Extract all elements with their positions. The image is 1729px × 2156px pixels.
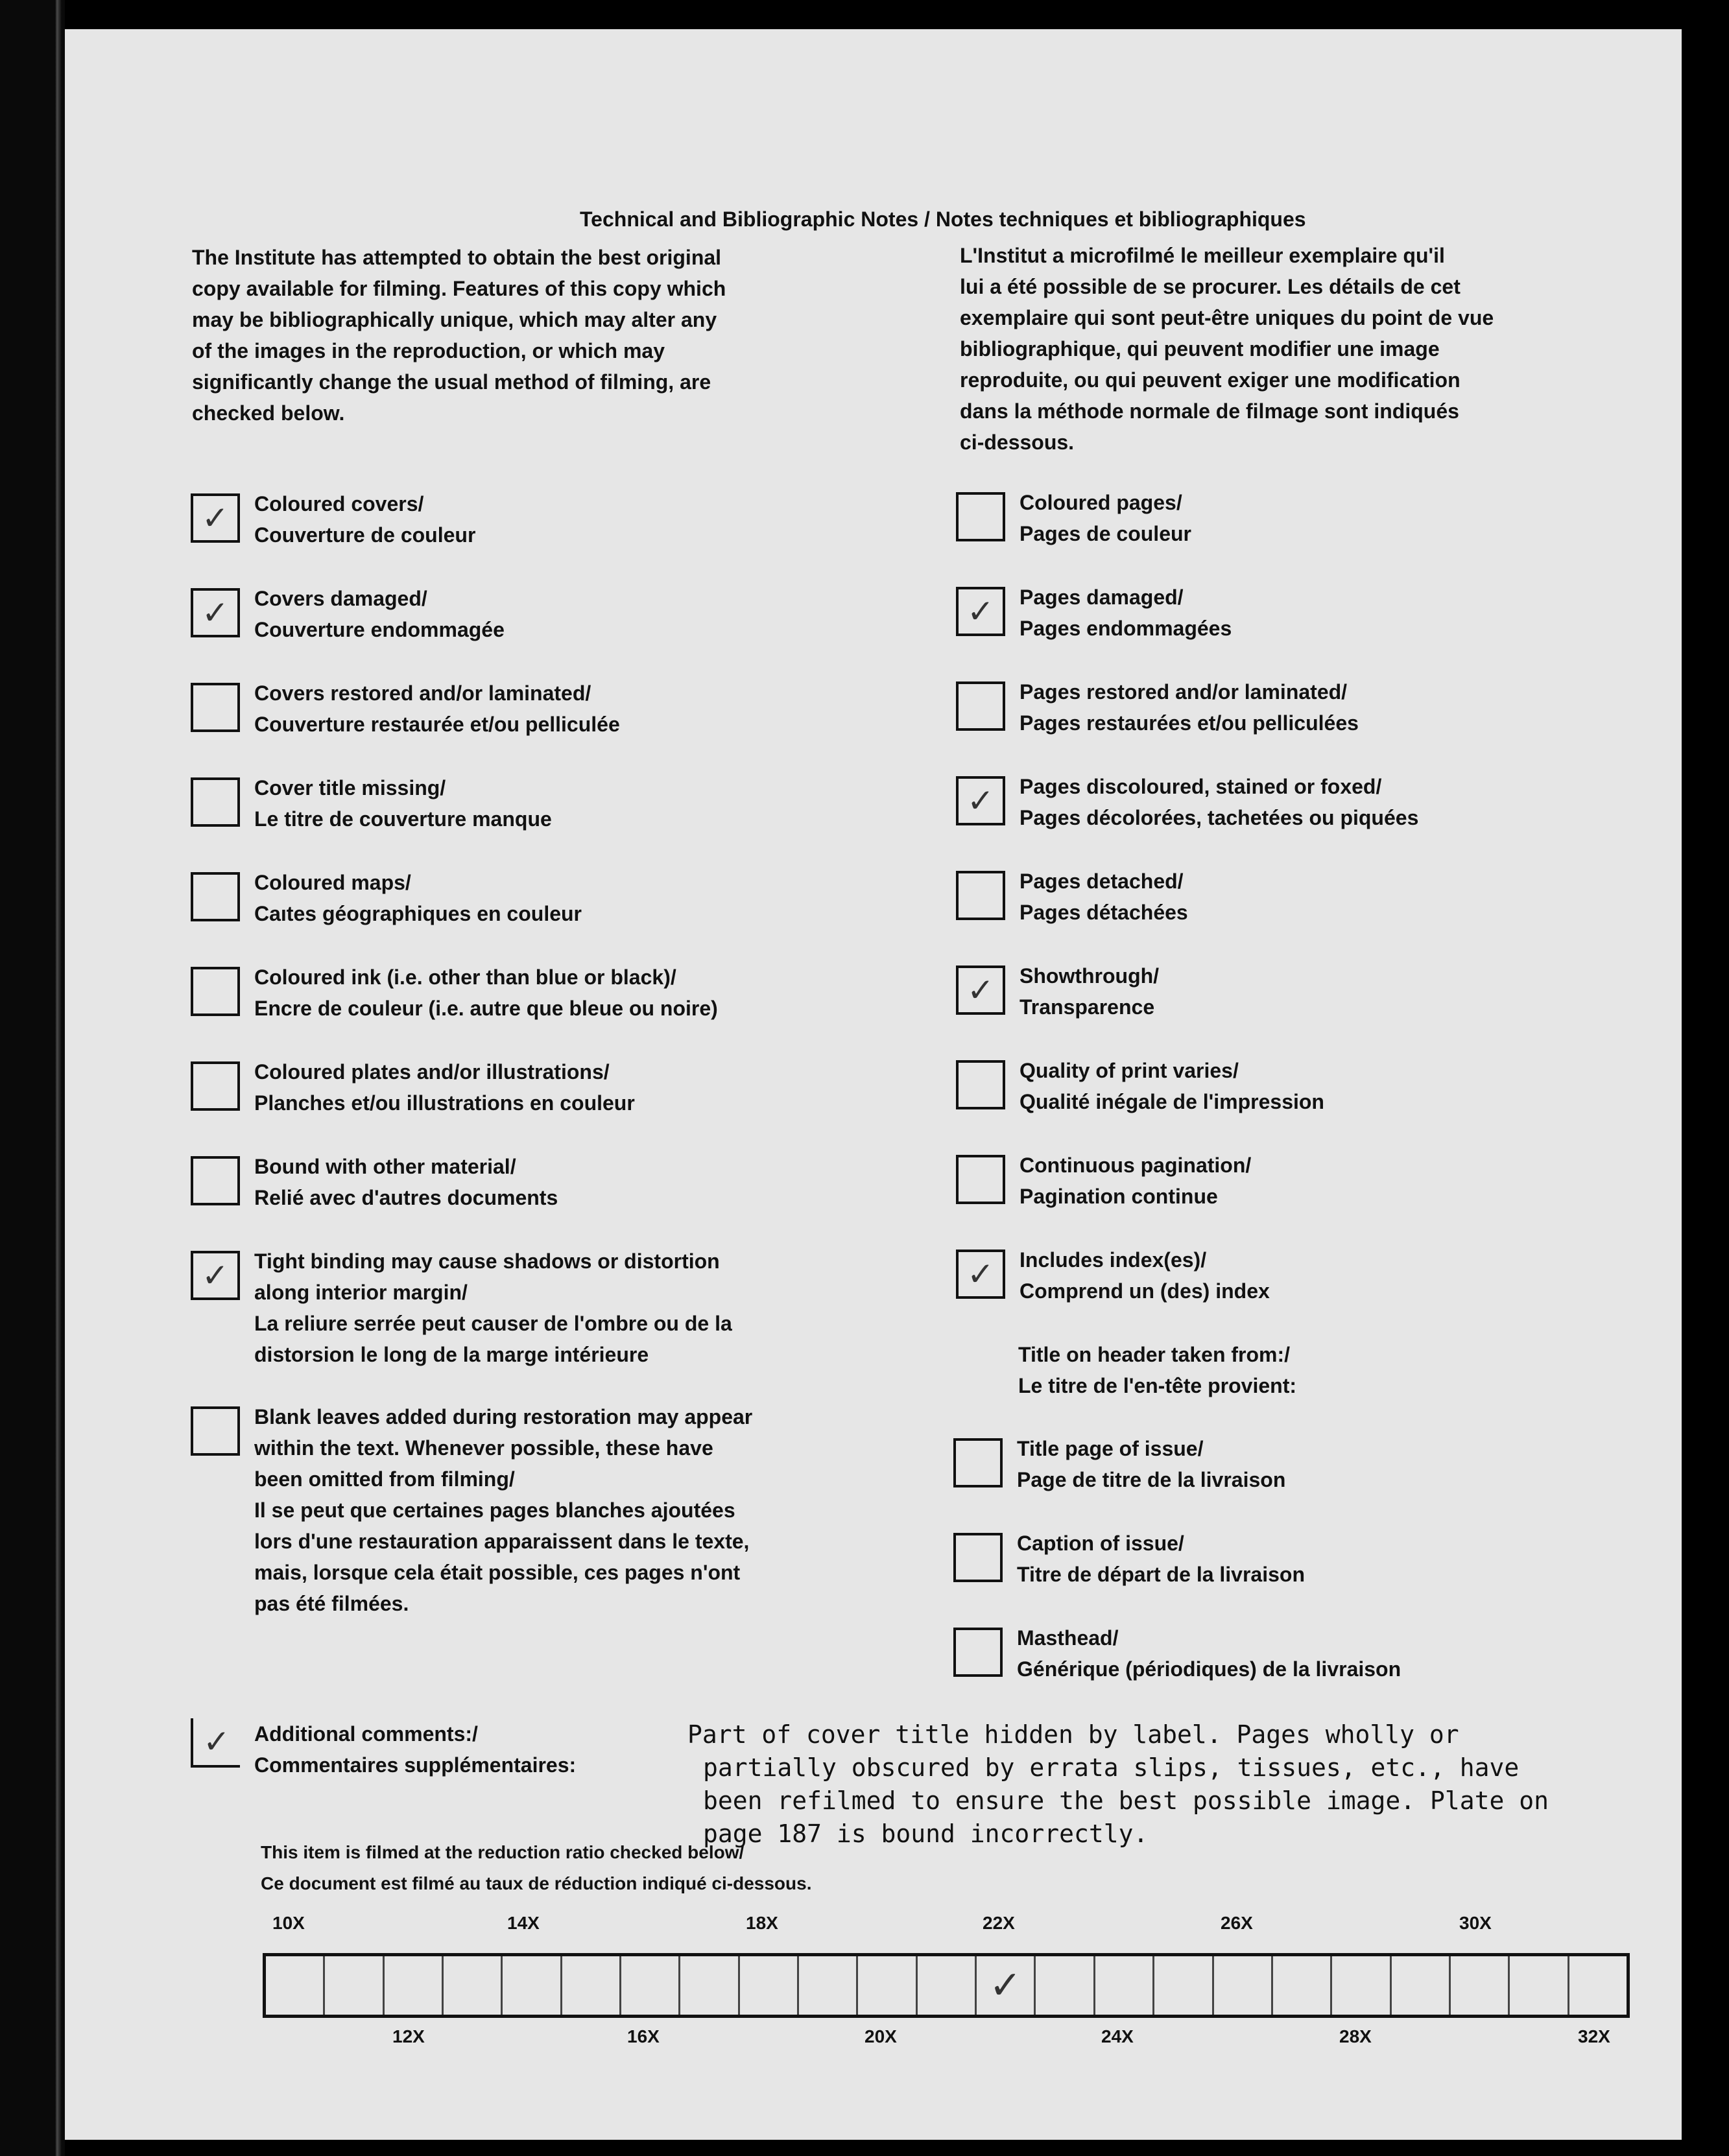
checkbox[interactable] xyxy=(953,1533,1003,1582)
checkbox[interactable] xyxy=(191,1251,240,1300)
checklist-label xyxy=(254,583,505,645)
checkbox[interactable] xyxy=(191,872,240,921)
checkbox[interactable] xyxy=(956,871,1005,920)
label-line: Transparence xyxy=(1020,995,1155,1019)
scale-cell[interactable] xyxy=(1392,1956,1451,2015)
checkbox[interactable] xyxy=(191,588,240,637)
scale-cell[interactable] xyxy=(1154,1956,1213,2015)
checkbox[interactable] xyxy=(191,1718,240,1768)
label-line: Commentaires supplémentaires: xyxy=(254,1753,577,1777)
checklist-label xyxy=(1017,1433,1285,1495)
scale-cell[interactable] xyxy=(503,1956,562,2015)
checklist-label xyxy=(254,772,552,835)
checklist-label xyxy=(254,1246,732,1370)
comment-line: Part of cover title hidden by label. Pages wholly or xyxy=(687,1720,1459,1749)
intro-line: copy available for filming. Features of this copy which xyxy=(192,277,726,300)
label-line: Pages endommagées xyxy=(1020,617,1232,640)
handwritten-comment xyxy=(687,1718,1549,1851)
label-line: Covers damaged/ xyxy=(254,587,427,610)
scale-tick-label: 18X xyxy=(746,1913,778,1933)
label-line: lors d'une restauration apparaissent dans le texte, xyxy=(254,1530,750,1553)
label-line: Pages restaurées et/ou pelliculées xyxy=(1020,711,1359,735)
scale-cell[interactable] xyxy=(444,1956,503,2015)
scale-cell[interactable] xyxy=(385,1956,444,2015)
label-line: Comprend un (des) index xyxy=(1020,1279,1270,1303)
scale-cell[interactable] xyxy=(918,1956,977,2015)
scale-cell[interactable] xyxy=(1095,1956,1154,2015)
book-spine-edge xyxy=(0,0,65,2156)
scale-cell[interactable] xyxy=(1569,1956,1627,2015)
label-line: Cover title missing/ xyxy=(254,776,446,800)
label-line: Coloured pages/ xyxy=(1020,491,1182,514)
scale-cell[interactable] xyxy=(325,1956,384,2015)
label-line: Caıtes géographiques en couleur xyxy=(254,902,582,925)
checklist-label xyxy=(1017,1528,1305,1590)
label-line: Caption of issue/ xyxy=(1017,1532,1184,1555)
label-line: Pages discoloured, stained or foxed/ xyxy=(1020,775,1382,798)
checklist-label xyxy=(254,1056,635,1119)
scale-tick-label: 10X xyxy=(272,1913,305,1933)
scale-cell[interactable] xyxy=(740,1956,799,2015)
intro-line: of the images in the reproduction, or which may xyxy=(192,339,665,362)
intro-line: L'Institut a microfilmé le meilleur exemplaire qu'il xyxy=(960,244,1445,267)
label-line: along interior margin/ xyxy=(254,1281,468,1304)
label-line: Title page of issue/ xyxy=(1017,1437,1204,1460)
checklist-label xyxy=(1020,487,1191,549)
intro-line: significantly change the usual method of filming, are xyxy=(192,370,711,394)
document-page xyxy=(65,29,1682,2140)
label-line: Covers restored and/or laminated/ xyxy=(254,681,591,705)
scale-cell[interactable] xyxy=(562,1956,621,2015)
check-mark-icon: ✓ xyxy=(203,1723,230,1760)
check-mark-icon: ✓ xyxy=(989,1963,1022,2008)
label-line: Pages restored and/or laminated/ xyxy=(1020,680,1348,704)
header-title-line: Title on header taken from:/ xyxy=(1018,1343,1291,1366)
checklist-label xyxy=(1020,1055,1324,1117)
scale-cell[interactable] xyxy=(1451,1956,1510,2015)
label-line: Qualité inégale de l'impression xyxy=(1020,1090,1324,1113)
checklist-label xyxy=(1020,866,1188,928)
label-line: Pages detached/ xyxy=(1020,870,1184,893)
checkbox[interactable] xyxy=(953,1438,1003,1487)
intro-line: bibliographique, qui peuvent modifier une image xyxy=(960,337,1440,361)
checkbox[interactable] xyxy=(956,587,1005,636)
label-line: Planches et/ou illustrations en couleur xyxy=(254,1091,635,1115)
checklist-label xyxy=(1020,771,1418,833)
checklist-label xyxy=(254,962,718,1024)
checkbox[interactable] xyxy=(956,1155,1005,1204)
check-mark-icon: ✓ xyxy=(202,499,229,537)
label-line: Il se peut que certaines pages blanches ajoutées xyxy=(254,1499,735,1522)
label-line: Includes index(es)/ xyxy=(1020,1248,1207,1272)
label-line: Couverture restaurée et/ou pelliculée xyxy=(254,713,620,736)
label-line: Encre de couleur (i.e. autre que bleue ou noire) xyxy=(254,997,718,1020)
label-line: Tight binding may cause shadows or distortion xyxy=(254,1250,720,1273)
scale-cell[interactable] xyxy=(266,1956,325,2015)
scale-cell[interactable] xyxy=(977,1956,1036,2015)
check-mark-icon: ✓ xyxy=(967,1255,994,1293)
intro-english xyxy=(192,242,726,429)
intro-line: The Institute has attempted to obtain the best original xyxy=(192,246,722,269)
comment-line: page 187 is bound incorrectly. xyxy=(703,1819,1149,1848)
label-line: Continuous pagination/ xyxy=(1020,1154,1252,1177)
check-mark-icon: ✓ xyxy=(967,971,994,1009)
checkbox[interactable] xyxy=(191,1406,240,1456)
checklist-label xyxy=(1020,960,1159,1023)
checkbox[interactable] xyxy=(191,1156,240,1205)
scale-tick-label: 30X xyxy=(1459,1913,1492,1933)
intro-line: lui a été possible de se procurer. Les détails de cet xyxy=(960,275,1461,298)
comment-line: been refilmed to ensure the best possible image. Plate on xyxy=(703,1786,1549,1815)
scale-tick-label: 28X xyxy=(1339,2026,1372,2046)
intro-line: dans la méthode normale de filmage sont indiqués xyxy=(960,399,1459,423)
check-mark-icon: ✓ xyxy=(202,1257,229,1294)
checkbox[interactable] xyxy=(191,1061,240,1111)
label-line: La reliure serrée peut causer de l'ombre ou de la xyxy=(254,1312,732,1335)
scale-cell[interactable] xyxy=(1036,1956,1095,2015)
scale-tick-label: 20X xyxy=(864,2026,897,2046)
label-line: within the text. Whenever possible, these have xyxy=(254,1436,713,1460)
scale-tick-label: 24X xyxy=(1101,2026,1134,2046)
additional-comments-label xyxy=(254,1718,576,1781)
label-line: Pages damaged/ xyxy=(1020,586,1184,609)
scale-cell[interactable] xyxy=(621,1956,680,2015)
checkbox[interactable] xyxy=(956,965,1005,1015)
intro-line: ci-dessous. xyxy=(960,431,1075,454)
label-line: Le titre de couverture manque xyxy=(254,807,552,831)
intro-line: exemplaire qui sont peut-être uniques du point de vue xyxy=(960,306,1494,329)
intro-french xyxy=(960,240,1494,458)
scale-tick-label: 16X xyxy=(627,2026,660,2046)
checkbox[interactable] xyxy=(191,967,240,1016)
label-line: Page de titre de la livraison xyxy=(1017,1468,1286,1491)
scale-cell[interactable] xyxy=(858,1956,917,2015)
comment-line: partially obscured by errata slips, tissues, etc., have xyxy=(703,1753,1520,1782)
label-line: Pages détachées xyxy=(1020,901,1188,924)
label-line: Coloured plates and/or illustrations/ xyxy=(254,1060,610,1084)
checkbox[interactable] xyxy=(953,1628,1003,1677)
scale-tick-label: 26X xyxy=(1221,1913,1253,1933)
scale-tick-label: 22X xyxy=(983,1913,1015,1933)
intro-line: may be bibliographically unique, which may alter any xyxy=(192,308,717,331)
scale-tick-label: 32X xyxy=(1578,2026,1610,2046)
label-line: Relié avec d'autres documents xyxy=(254,1186,558,1209)
label-line: Quality of print varies/ xyxy=(1020,1059,1239,1082)
checkbox[interactable] xyxy=(191,493,240,543)
label-line: Pagination continue xyxy=(1020,1185,1218,1208)
label-line: Couverture de couleur xyxy=(254,523,476,547)
checkbox[interactable] xyxy=(956,776,1005,825)
label-line: Couverture endommagée xyxy=(254,618,505,641)
scale-cell[interactable] xyxy=(1273,1956,1332,2015)
checklist-label xyxy=(1020,1150,1251,1212)
label-line: Showthrough/ xyxy=(1020,964,1160,988)
label-line: Pages décolorées, tachetées ou piquées xyxy=(1020,806,1419,829)
checklist-label xyxy=(1020,582,1232,644)
label-line: Générique (périodiques) de la livraison xyxy=(1017,1657,1401,1681)
page-title: Technical and Bibliographic Notes / Notes techniques et bibliographiques xyxy=(580,207,1306,231)
reduction-scale xyxy=(263,1953,1630,2018)
checkbox[interactable] xyxy=(956,1250,1005,1299)
scale-tick-label: 14X xyxy=(507,1913,540,1933)
check-mark-icon: ✓ xyxy=(967,782,994,820)
label-line: Bound with other material/ xyxy=(254,1155,516,1178)
checklist-label xyxy=(1020,676,1359,739)
checkbox[interactable] xyxy=(956,681,1005,731)
label-line: Coloured covers/ xyxy=(254,492,424,515)
ratio-line: Ce document est filmé au taux de réduction indiqué ci-dessous. xyxy=(261,1873,812,1893)
checklist-label xyxy=(1020,1244,1270,1307)
reduction-ratio-note xyxy=(261,1837,812,1899)
checkbox[interactable] xyxy=(956,1060,1005,1109)
check-mark-icon: ✓ xyxy=(202,594,229,632)
label-line: Pages de couleur xyxy=(1020,522,1191,545)
checklist-label xyxy=(254,867,582,929)
label-line: Titre de départ de la livraison xyxy=(1017,1563,1305,1586)
checkbox[interactable] xyxy=(191,777,240,827)
label-line: distorsion le long de la marge intérieure xyxy=(254,1343,649,1366)
intro-line: reproduite, ou qui peuvent exiger une modification xyxy=(960,368,1461,392)
header-title-note xyxy=(1018,1339,1296,1401)
checklist-label xyxy=(254,488,475,551)
label-line: Blank leaves added during restoration may appear xyxy=(254,1405,753,1428)
scale-tick-label: 12X xyxy=(392,2026,425,2046)
scale-cell[interactable] xyxy=(1332,1956,1391,2015)
scale-cell[interactable] xyxy=(680,1956,739,2015)
label-line: Masthead/ xyxy=(1017,1626,1119,1650)
checklist-label xyxy=(254,678,620,740)
label-line: pas été filmées. xyxy=(254,1592,409,1615)
ratio-line: This item is filmed at the reduction ratio checked below/ xyxy=(261,1842,745,1862)
label-line: Coloured maps/ xyxy=(254,871,411,894)
scale-cell[interactable] xyxy=(799,1956,858,2015)
checkbox[interactable] xyxy=(956,492,1005,541)
header-title-line: Le titre de l'en-tête provient: xyxy=(1018,1374,1296,1397)
checklist-label xyxy=(1017,1622,1401,1685)
intro-line: checked below. xyxy=(192,401,345,425)
label-line: mais, lorsque cela était possible, ces pages n'ont xyxy=(254,1561,741,1584)
check-mark-icon: ✓ xyxy=(967,593,994,630)
scale-cell[interactable] xyxy=(1214,1956,1273,2015)
label-line: Additional comments:/ xyxy=(254,1722,478,1746)
scale-cell[interactable] xyxy=(1510,1956,1569,2015)
label-line: been omitted from filming/ xyxy=(254,1467,515,1491)
checklist-label xyxy=(254,1401,752,1619)
checklist-label xyxy=(254,1151,558,1213)
label-line: Coloured ink (i.e. other than blue or black)/ xyxy=(254,965,676,989)
checkbox[interactable] xyxy=(191,683,240,732)
